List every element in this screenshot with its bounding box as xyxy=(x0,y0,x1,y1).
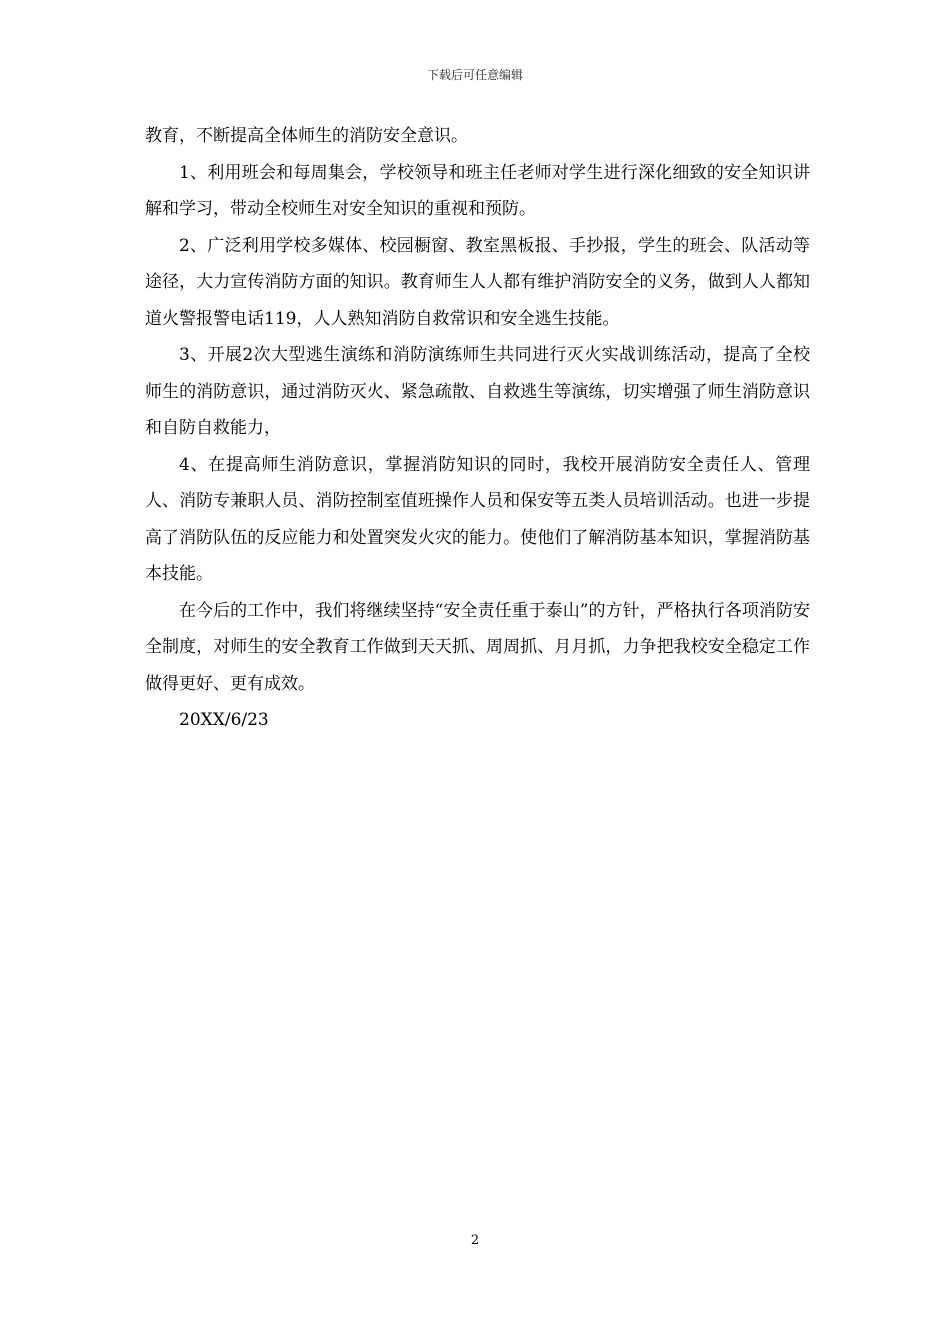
page-header: 下载后可任意编辑 xyxy=(426,68,523,82)
paragraph-item-1: 1、利用班会和每周集会，学校领导和班主任老师对学生进行深化细致的安全知识讲解和学习，带动全校师生对安全知识的重视和预防。 xyxy=(145,162,810,219)
document-date: 20XX/6/23 xyxy=(179,710,269,730)
paragraph-conclusion: 在今后的工作中，我们将继续坚持“安全责任重于泰山”的方针，严格执行各项消防安全制度，对师生的安全教育工作做到天天抓、周周抓、月月抓，力争把我校安全稳定工作做得更好、更有成效。 xyxy=(145,600,810,694)
page-number: 2 xyxy=(470,1233,480,1248)
document-body xyxy=(145,118,810,739)
paragraph-item-2: 2、广泛利用学校多媒体、校园橱窗、教室黑板报、手抄报，学生的班会、队活动等途径，大力宣传消防方面的知识。教育师生人人都有维护消防安全的义务，做到人人都知道火警报警电话119，人人熟知消防自救常识和安全逃生技能。 xyxy=(145,235,810,329)
paragraph-continuation: 教育，不断提高全体师生的消防安全意识。 xyxy=(145,126,468,146)
paragraph-item-3: 3、开展2次大型逃生演练和消防演练师生共同进行灭火实战训练活动，提高了全校师生的消防意识，通过消防灭火、紧急疏散、自救逃生等演练，切实增强了师生消防意识和自防自救能力， xyxy=(145,345,810,438)
paragraph-item-4: 4、在提高师生消防意识，掌握消防知识的同时，我校开展消防安全责任人、管理人、消防专兼职人员、消防控制室值班操作人员和保安等五类人员培训活动。也进一步提高了消防队伍的反应能力和处置突发火灾的能力。使他们了解消防基本知识，掌握消防基本技能。 xyxy=(145,454,810,584)
